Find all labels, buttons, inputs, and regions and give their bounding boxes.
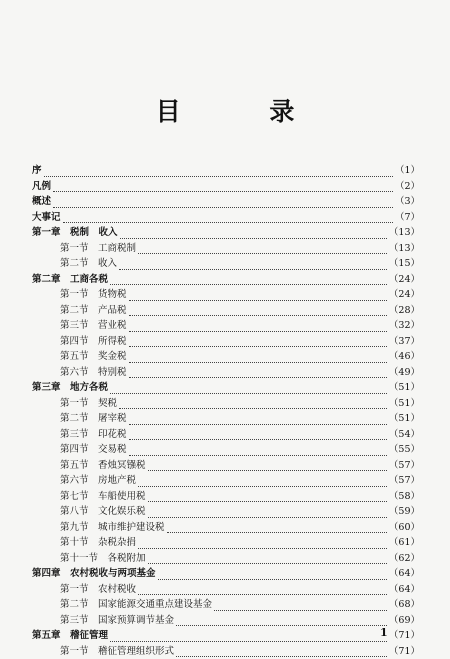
toc-entry-page: （2） — [395, 179, 420, 195]
toc-entry-label: 第三节 营业税 — [60, 318, 127, 334]
toc-section-entry — [32, 365, 420, 381]
toc-entry-page: （1） — [395, 163, 420, 179]
toc-entry-page: （54） — [389, 427, 420, 443]
toc-entry-page: （57） — [389, 473, 420, 489]
toc-chapter-entry — [32, 163, 420, 179]
toc-dot-leader — [110, 632, 387, 642]
toc-section-entry — [32, 551, 420, 567]
toc-entry-page: （62） — [389, 551, 420, 567]
toc-entry-page: （59） — [389, 504, 420, 520]
toc-section-entry — [32, 287, 420, 303]
toc-entry-page: （71） — [389, 628, 420, 644]
toc-chapter-entry — [32, 272, 420, 288]
toc-entry-page: （46） — [389, 349, 420, 365]
toc-dot-leader — [148, 554, 387, 564]
toc-entry-page: （3） — [395, 194, 420, 210]
toc-entry-label: 第一节 货物税 — [60, 287, 127, 303]
toc-entry-label: 概述 — [32, 194, 51, 210]
toc-entry-label: 第三章 地方各税 — [32, 380, 108, 396]
toc-entry-label: 第八节 文化娱乐税 — [60, 504, 146, 520]
toc-entry-label: 第十一节 各税附加 — [60, 551, 146, 567]
toc-dot-leader — [148, 461, 387, 471]
toc-section-entry — [32, 334, 420, 350]
toc-entry-label: 第五章 稽征管理 — [32, 628, 108, 644]
toc-entry-label: 第四节 交易税 — [60, 442, 127, 458]
toc-entry-page: （71） — [389, 644, 420, 659]
toc-entry-page: （64） — [389, 566, 420, 582]
page-number: 1 — [380, 626, 388, 639]
toc-entry-label: 第二章 工商各税 — [32, 272, 108, 288]
toc-section-entry — [32, 597, 420, 613]
toc-dot-leader — [119, 399, 387, 409]
toc-entry-label: 第一节 农村税收 — [60, 582, 136, 598]
toc-section-entry — [32, 427, 420, 443]
toc-entry-page: （51） — [389, 411, 420, 427]
toc-entry-page: （64） — [389, 582, 420, 598]
toc-entry-label: 第七节 车船使用税 — [60, 489, 146, 505]
toc-section-entry — [32, 473, 420, 489]
toc-chapter-entry — [32, 179, 420, 195]
toc-chapter-entry — [32, 566, 420, 582]
toc-section-entry — [32, 520, 420, 536]
toc-entry-label: 大事记 — [32, 210, 61, 226]
toc-dot-leader — [176, 616, 387, 626]
toc-entry-label: 第一节 稽征管理组织形式 — [60, 644, 174, 659]
toc-entry-label: 第二节 收入 — [60, 256, 117, 272]
toc-dot-leader — [120, 229, 387, 239]
toc-entry-label: 第四章 农村税收与两项基金 — [32, 566, 156, 582]
toc-section-entry — [32, 256, 420, 272]
toc-entry-label: 序 — [32, 163, 42, 179]
toc-dot-leader — [138, 244, 387, 254]
toc-dot-leader — [129, 337, 387, 347]
toc-chapter-entry — [32, 194, 420, 210]
toc-entry-page: （61） — [389, 535, 420, 551]
toc-dot-leader — [110, 275, 387, 285]
toc-section-entry — [32, 411, 420, 427]
toc-section-entry — [32, 613, 420, 629]
toc-chapter-entry — [32, 628, 420, 644]
toc-dot-leader — [129, 446, 387, 456]
toc-dot-leader — [167, 523, 387, 533]
toc-dot-leader — [148, 508, 387, 518]
toc-entry-page: （13） — [389, 225, 420, 241]
toc-entry-page: （13） — [389, 241, 420, 257]
toc-entry-page: （24） — [389, 287, 420, 303]
toc-entry-page: （68） — [389, 597, 420, 613]
toc-entry-label: 第三节 国家预算调节基金 — [60, 613, 174, 629]
toc-entry-page: （58） — [389, 489, 420, 505]
toc-dot-leader — [129, 353, 387, 363]
toc-section-entry — [32, 442, 420, 458]
toc-entry-page: （51） — [389, 396, 420, 412]
toc-section-entry — [32, 318, 420, 334]
toc-section-entry — [32, 582, 420, 598]
toc-dot-leader — [129, 430, 387, 440]
toc-entry-page: （60） — [389, 520, 420, 536]
toc-entry-label: 凡例 — [32, 179, 51, 195]
toc-dot-leader — [53, 182, 393, 192]
toc-dot-leader — [138, 539, 387, 549]
toc-section-entry — [32, 303, 420, 319]
toc-entry-label: 第三节 印花税 — [60, 427, 127, 443]
toc-entry-label: 第一章 税制 收入 — [32, 225, 118, 241]
toc-dot-leader — [214, 601, 387, 611]
toc-dot-leader — [158, 570, 387, 580]
toc-dot-leader — [129, 291, 387, 301]
toc-dot-leader — [176, 647, 387, 657]
toc-section-entry — [32, 489, 420, 505]
toc-entry-label: 第十节 杂税杂捐 — [60, 535, 136, 551]
toc-entry-label: 第二节 屠宰税 — [60, 411, 127, 427]
toc-entry-label: 第二节 产品税 — [60, 303, 127, 319]
toc-entry-page: （49） — [389, 365, 420, 381]
toc-entry-label: 第六节 特别税 — [60, 365, 127, 381]
toc-section-entry — [32, 349, 420, 365]
page-title: 目 录 — [0, 92, 450, 128]
toc-section-entry — [32, 396, 420, 412]
toc-dot-leader — [129, 415, 387, 425]
toc-entry-label: 第一节 工商税制 — [60, 241, 136, 257]
toc-entry-page: （15） — [389, 256, 420, 272]
toc-entry-page: （28） — [389, 303, 420, 319]
toc-dot-leader — [129, 368, 387, 378]
toc-dot-leader — [129, 306, 387, 316]
toc-dot-leader — [53, 198, 393, 208]
toc-section-entry — [32, 241, 420, 257]
toc-entry-page: （57） — [389, 458, 420, 474]
toc-entry-page: （37） — [389, 334, 420, 350]
toc-entry-label: 第五节 奖金税 — [60, 349, 127, 365]
toc-entry-label: 第一节 契税 — [60, 396, 117, 412]
table-of-contents — [32, 163, 420, 659]
toc-section-entry — [32, 504, 420, 520]
toc-dot-leader — [129, 322, 387, 332]
toc-entry-label: 第九节 城市维护建设税 — [60, 520, 165, 536]
toc-dot-leader — [44, 167, 393, 177]
toc-entry-label: 第四节 所得税 — [60, 334, 127, 350]
toc-section-entry — [32, 535, 420, 551]
toc-entry-page: （24） — [389, 272, 420, 288]
toc-dot-leader — [119, 260, 387, 270]
toc-entry-page: （7） — [395, 210, 420, 226]
toc-section-entry — [32, 458, 420, 474]
toc-dot-leader — [138, 477, 387, 487]
toc-entry-label: 第六节 房地产税 — [60, 473, 136, 489]
toc-entry-page: （51） — [389, 380, 420, 396]
toc-entry-page: （32） — [389, 318, 420, 334]
toc-dot-leader — [63, 213, 393, 223]
toc-chapter-entry — [32, 380, 420, 396]
toc-entry-label: 第二节 国家能源交通重点建设基金 — [60, 597, 212, 613]
toc-dot-leader — [148, 492, 387, 502]
toc-entry-label: 第五节 香烛冥镪税 — [60, 458, 146, 474]
toc-chapter-entry — [32, 225, 420, 241]
toc-dot-leader — [138, 585, 387, 595]
toc-chapter-entry — [32, 210, 420, 226]
toc-dot-leader — [110, 384, 387, 394]
toc-entry-page: （55） — [389, 442, 420, 458]
toc-entry-page: （69） — [389, 613, 420, 629]
